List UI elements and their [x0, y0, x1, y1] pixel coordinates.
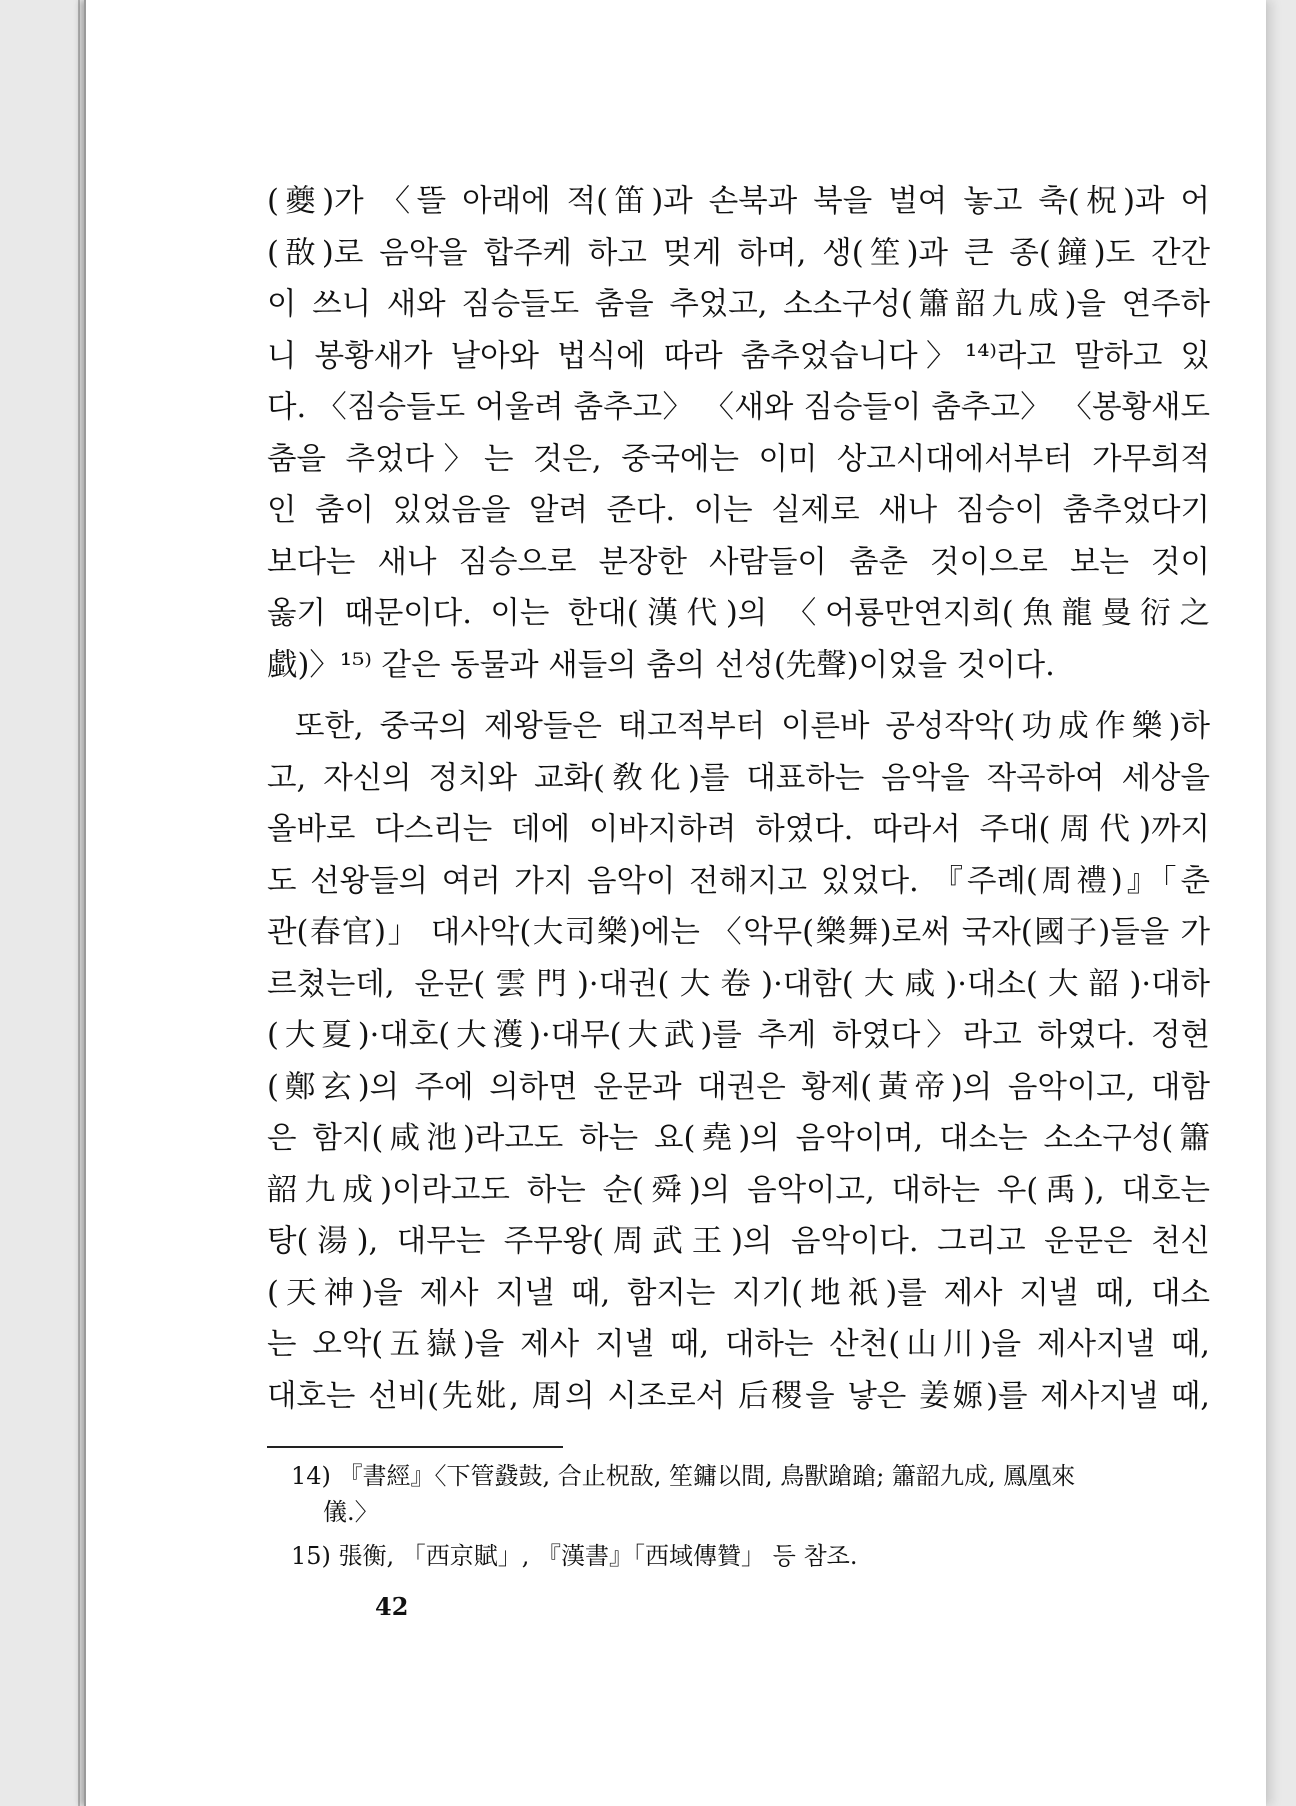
text-line: (敔)로 음악을 합주케 하고 멎게 하며, 생(笙)과 큰 종(鐘)도 간간	[267, 235, 1210, 271]
text-line: 르쳤는데, 운문(雲門)·대권(大卷)·대함(大咸)·대소(大韶)·대하	[267, 966, 1210, 1002]
text-line: (鄭玄)의 주에 의하면 운문과 대권은 황제(黃帝)의 음악이고, 대함	[267, 1069, 1210, 1105]
text-line: (天神)을 제사 지낼 때, 함지는 지기(地祇)를 제사 지낼 때, 대소	[267, 1275, 1210, 1311]
paragraph-1	[267, 176, 1210, 691]
paragraph-2	[267, 701, 1210, 1422]
book-page	[84, 0, 1266, 1806]
text-line: 올바로 다스리는 데에 이바지하려 하였다. 따라서 주대(周代)까지	[267, 812, 1210, 847]
text-line: 戱)〉¹⁵⁾ 같은 동물과 새들의 춤의 선성(先聲)이었을 것이다.	[267, 647, 1055, 683]
footnote-14: 14) 『書經』〈下管鼗鼓, 合止柷敔, 笙鏞以間, 鳥獸蹌蹌; 簫韶九成, 鳳凰來	[291, 1462, 1076, 1490]
text-line: 관(春官)」 대사악(大司樂)에는 〈악무(樂舞)로써 국자(國子)들을 가	[267, 915, 1210, 950]
text-line: 보다는 새나 짐승으로 분장한 사람들이 춤춘 것이으로 보는 것이	[267, 544, 1210, 580]
text-line: 인 춤이 있었음을 알려 준다. 이는 실제로 새나 짐승이 춤추었다기	[267, 493, 1210, 528]
text-line: 은 함지(咸池)라고도 하는 요(堯)의 음악이며, 대소는 소소구성(簫	[267, 1121, 1210, 1156]
text-line: 는 오악(五嶽)을 제사 지낼 때, 대하는 산천(山川)을 제사지낼 때,	[267, 1327, 1210, 1362]
footnote-14-continuation: 儀.〉	[323, 1498, 379, 1526]
text-line: 韶九成)이라고도 하는 순(舜)의 음악이고, 대하는 우(禹), 대호는	[267, 1172, 1210, 1208]
text-line: 이 쓰니 새와 짐승들도 춤을 추었고, 소소구성(簫韶九成)을 연주하	[267, 287, 1210, 322]
footnote-divider	[267, 1446, 563, 1448]
text-line: 도 선왕들의 여러 가지 음악이 전해지고 있었다. 『주례(周禮)』「춘	[267, 863, 1210, 899]
text-line: 탕(湯), 대무는 주무왕(周武王)의 음악이다. 그리고 운문은 천신	[267, 1224, 1210, 1259]
text-line: 니 봉황새가 날아와 법식에 따라 춤추었습니다〉¹⁴⁾라고 말하고 있	[267, 338, 1210, 374]
text-line: (大夏)·대호(大濩)·대무(大武)를 추게 하였다〉라고 하였다. 정현	[267, 1018, 1210, 1053]
page-number: 42	[375, 1592, 409, 1621]
text-line: 옳기 때문이다. 이는 한대(漢代)의 〈어룡만연지희(魚龍曼衍之	[267, 596, 1210, 631]
text-line: 다. 〈짐승들도 어울려 춤추고〉 〈새와 짐승들이 춤추고〉 〈봉황새도	[267, 390, 1210, 425]
text-line: (夔)가 〈뜰 아래에 적(笛)과 손북과 북을 벌여 놓고 축(柷)과 어	[267, 184, 1210, 219]
page-stack-edge	[78, 0, 80, 1806]
footnotes	[267, 1458, 1210, 1574]
text-line: 고, 자신의 정치와 교화(敎化)를 대표하는 음악을 작곡하여 세상을	[267, 760, 1210, 796]
page-content	[267, 176, 1210, 1574]
text-line: 대호는 선비(先妣, 周의 시조로서 后稷을 낳은 姜嫄)를 제사지낼 때,	[267, 1378, 1210, 1414]
footnote-15: 15) 張衡, 「西京賦」, 『漢書』「西域傳贊」 등 참조.	[291, 1542, 858, 1570]
text-line: 춤을 추었다〉는 것은, 중국에는 이미 상고시대에서부터 가무희적	[267, 441, 1210, 477]
text-line: 또한, 중국의 제왕들은 태고적부터 이른바 공성작악(功成作樂)하	[295, 709, 1210, 744]
